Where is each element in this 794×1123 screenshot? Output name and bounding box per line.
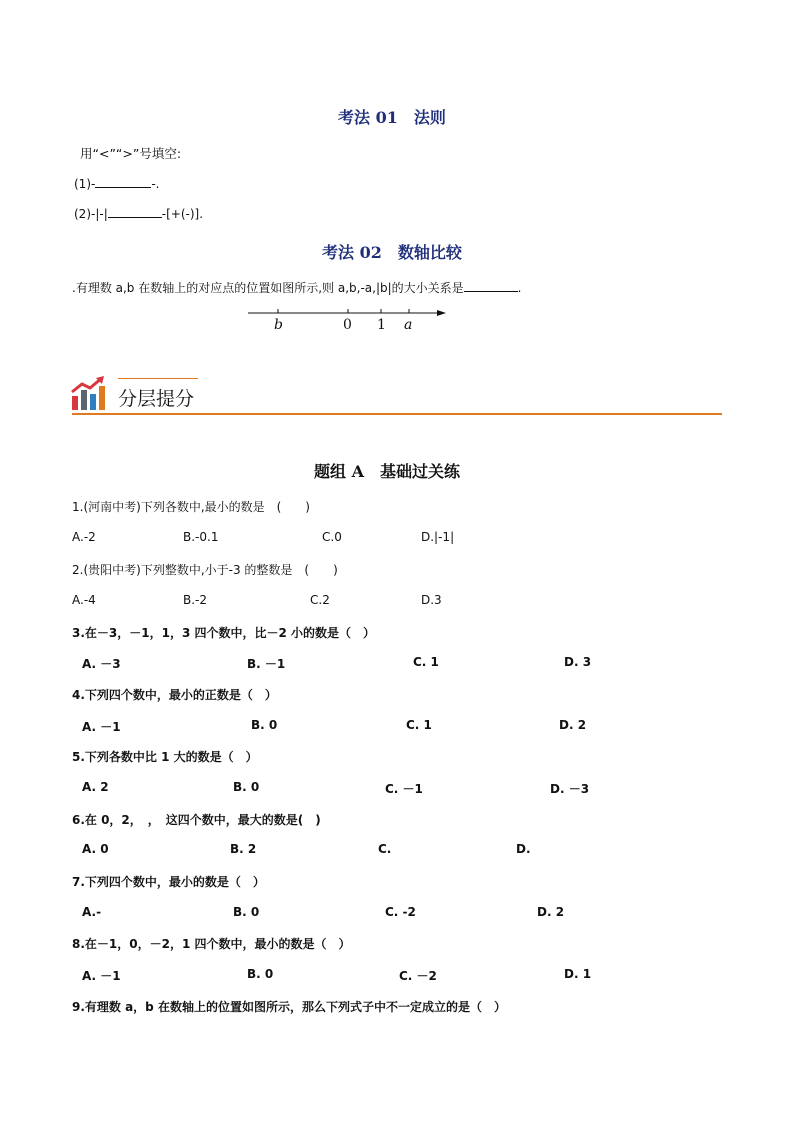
q8-option-b: B. 0	[247, 967, 274, 981]
q7-option-a: A.-	[82, 905, 102, 919]
question-3: 3.在－3，－1，1，3 四个数中，比－2 小的数是（ ）	[72, 626, 376, 640]
section1-q2	[74, 205, 203, 221]
q7-option-b: B. 0	[233, 905, 260, 919]
q2-option-c: C.2	[310, 593, 330, 607]
q2-option-a: A.-4	[72, 593, 96, 607]
q7-option-c: C. -2	[385, 905, 416, 919]
banner-rule	[72, 413, 722, 415]
q5-option-d: D. －3	[550, 782, 590, 796]
q6-option-a: A. 0	[82, 842, 109, 856]
section1-q1	[74, 175, 159, 191]
q5-option-b: B. 0	[233, 780, 260, 794]
q2-prefix: (2)-|-|	[74, 207, 108, 221]
section2-question	[72, 279, 522, 296]
q8-option-c: C. －2	[399, 969, 437, 983]
q6-option-c: C.	[378, 842, 392, 856]
q4-option-c: C. 1	[406, 718, 432, 732]
q2-blank	[108, 205, 162, 218]
q2-option-b: B.-2	[183, 593, 208, 607]
q8-option-d: D. 1	[564, 967, 592, 981]
q6-option-d: D.	[516, 842, 531, 856]
q1-tail: -.	[151, 177, 160, 191]
q8-option-a: A. －1	[82, 969, 121, 983]
numberline-label-b: b	[274, 317, 283, 333]
question-8: 8.在－1，0，－2，1 四个数中，最小的数是（ ）	[72, 937, 351, 951]
section2-question-tail: .	[517, 281, 522, 295]
question-7: 7.下列四个数中，最小的数是（ ）	[72, 875, 265, 889]
group-title: 题组 A 基础过关练	[314, 462, 460, 481]
question-2: 2.(贵阳中考)下列整数中,小于-3 的整数是 ( )	[72, 563, 338, 577]
q6-option-b: B. 2	[230, 842, 257, 856]
section2-title: 考法 02 数轴比较	[322, 243, 462, 262]
question-9: 9.有理数 a，b 在数轴上的位置如图所示，那么下列式子中不一定成立的是（ ）	[72, 1000, 506, 1014]
q3-option-b: B. －1	[247, 657, 286, 671]
section1-title: 考法 01 法则	[338, 108, 446, 127]
q2-tail: -[+(-)].	[161, 207, 204, 221]
section2-question-text: .有理数 a,b 在数轴上的对应点的位置如图所示,则 a,b,-a,|b|的大小关系是	[72, 281, 464, 295]
q5-option-c: C. －1	[385, 782, 423, 796]
q1-option-b: B.-0.1	[183, 530, 219, 544]
q1-option-a: A.-2	[72, 530, 96, 544]
numberline-label-a: a	[404, 317, 413, 333]
q1-blank	[95, 175, 151, 188]
q1-prefix: (1)-	[74, 177, 96, 191]
question-6: 6.在 0，2， ， 这四个数中，最大的数是( )	[72, 813, 321, 827]
growth-chart-icon	[70, 376, 108, 412]
numberline-label-0: 0	[343, 317, 352, 333]
section2-blank	[464, 279, 518, 292]
q4-option-a: A. －1	[82, 720, 121, 734]
q2-option-d: D.3	[421, 593, 442, 607]
q5-option-a: A. 2	[82, 780, 109, 794]
number-line-arrow	[437, 310, 446, 316]
question-1: 1.(河南中考)下列各数中,最小的数是 ( )	[72, 500, 310, 514]
banner-top-accent	[118, 378, 198, 379]
q3-option-a: A. －3	[82, 657, 121, 671]
question-4: 4.下列四个数中，最小的正数是（ ）	[72, 688, 277, 702]
q3-option-c: C. 1	[413, 655, 439, 669]
q3-option-d: D. 3	[564, 655, 592, 669]
question-5: 5.下列各数中比 1 大的数是（ ）	[72, 750, 258, 764]
q4-option-d: D. 2	[559, 718, 587, 732]
q1-option-d: D.|-1|	[421, 530, 455, 544]
section1-instruction: 用“<”“>”号填空:	[80, 146, 182, 161]
banner-title: 分层提分	[118, 388, 195, 410]
q1-option-c: C.0	[322, 530, 342, 544]
numberline-label-1: 1	[377, 317, 386, 333]
q4-option-b: B. 0	[251, 718, 278, 732]
q7-option-d: D. 2	[537, 905, 565, 919]
